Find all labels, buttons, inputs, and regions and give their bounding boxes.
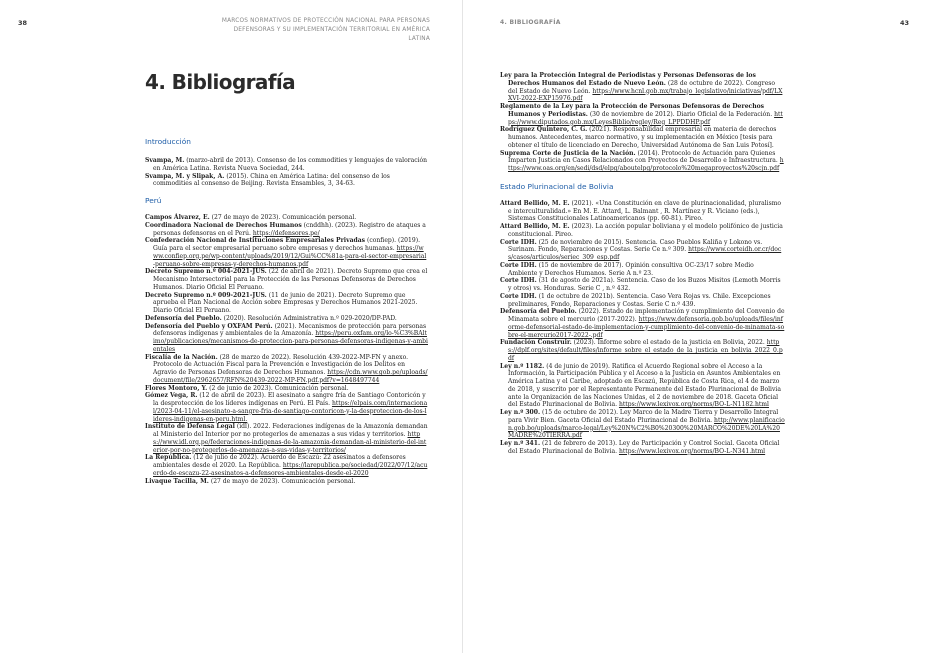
bib-entry: Corte IDH. (25 de noviembre de 2015). Sentencia. Caso Pueblos Kaliña y Lokono vs. Surinam. Fondo, Reparaciones y Costas. Serie Ce n.º 309. https://www.corteidh.or.cr/docs/casos/articulos/seriec_309_esp.pdf — [500, 238, 782, 261]
bib-entry: Instituto de Defensa Legal (idl). 2022. Federaciones indígenas de la Amazonía demandan al Ministerio del Interior por no protegerlos de amenazas a sus vidas y territorios. https://www.idl.org.pe/federaciones-indigenas-de-la-amazonia-demandan-al-ministerio-del-interior-por-no-protegerlos-de-amenazas-a-sus-vidas-y-territorios/ — [145, 423, 428, 454]
bib-link[interactable]: https://www.hcnl.gob.mx/trabajo_legislativo/iniciativas/pdf/LXXVI-2022-EXP15976.pdf — [508, 87, 783, 103]
bib-entry: Svampa, M. (marzo-abril de 2013). Consenso de los commodities y lenguajes de valoración en América Latina. Revista Nueva Sociedad, 244. — [145, 157, 428, 172]
bib-entry: Decreto Supremo n.º 004-2021-JUS. (22 de abril de 2021). Decreto Supremo que crea el Mecanismo Intersectorial para la Protección de las Personas Defensoras de Derechos Humanos. Diario Oficial El Peruano. — [145, 268, 428, 291]
page-number-right: 43 — [900, 19, 910, 27]
bib-link[interactable]: https://www.diputados.gob.mx/LeyesBiblio/regley/Reg_LPPDDHP.pdf — [508, 110, 783, 126]
page-title: 4. Bibliografía — [145, 70, 296, 94]
bib-entry: La República. (12 de julio de 2022). Acuerdo de Escazú: 22 asesinatos a defensores ambientales desde el 2020. La República. https://larepublica.pe/sociedad/2022/07/12/acuerdo-de-escazu-22-asesinatos-a-defensores-ambientales-desde-el-2020 — [145, 454, 428, 477]
bib-entry: Gómez Vega, R. (12 de abril de 2023). El asesinato a sangre fría de Santiago Contoricón y la desprotección de los líderes indígenas en Perú. El País. https://elpais.com/internacional/2023-04-11/el-asesinato-a-sangre-fria-de-santiago-contoricon-y-la-desproteccion-de-los-lideres-indigenas-en-peru.html. — [145, 392, 428, 423]
right-page — [463, 0, 926, 653]
bib-link[interactable]: https://cdn.www.gob.pe/uploads/document/file/2962657/RFN%20439-2022-MP-FN.pdf.pdf?v=1648497744 — [153, 369, 428, 384]
bib-link[interactable]: https://www.confiep.org.pe/wp-content/uploads/2019/12/Gui%CC%81a-para-el-sector-empresarial-peruano-sobre-empresas-y-derechos-humanos.pdf — [153, 245, 427, 268]
bib-entry: Defensoría del Pueblo. (2022). Estado de implementación y cumplimiento del Convenio de Minamata sobre el mercurio (2017-2022). https://www.defensoria.gob.bo/uploads/files/informe-defensorial-estado-de-implementacion-y-cumplimiento-del-convenio-de-minamata-sobre-el-mercurio2017-2022-.pdf — [500, 308, 785, 339]
bib-entry: Decreto Supremo n.º 009-2021-JUS. (11 de junio de 2021). Decreto Supremo que aprueba el Plan Nacional de Acción sobre Empresas y Derechos Humanos 2021-2025. Diario Oficial El Peruano. — [145, 291, 418, 314]
bib-entry: Fiscalía de la Nación. (28 de marzo de 2022). Resolución 439-2022-MP-FN y anexo. Protocolo de Actuación Fiscal para la Prevención e Investigación de los Delitos en Agravio de Personas Defensoras de Derechos Humanos. https://cdn.www.gob.pe/uploads/document/file/2962657/RFN%20439-2022-MP-FN.pdf.pdf?v=1648497744 — [145, 353, 428, 384]
running-title: MARCOS NORMATIVOS DE PROTECCIÓN NACIONAL PARA PERSONAS DEFENSORAS Y SU IMPLEMENTACIÓN TERRITORIAL EN AMÉRICA LATINA — [221, 18, 430, 42]
page-number-left: 38 — [18, 19, 28, 27]
bib-entry: Ley para la Protección Integral de Periodistas y Personas Defensoras de los Derechos Humanos del Estado de Nuevo León. (28 de octubre de 2022). Congreso del Estado de Nuevo León. https://www.hcnl.gob.mx/trabajo_legislativo/iniciativas/pdf/LXXVI-2022-EXP15976.pdf — [500, 72, 783, 103]
bib-entry: Ley n.º 341. (21 de febrero de 2013). Ley de Participación y Control Social. Gaceta Oficial del Estado Plurinacional de Bolivia. https://www.lexivox.org/norms/BO-L-N341.html — [500, 440, 780, 455]
bib-link[interactable]: https://www.lexivox.org/norms/BO-L-N1182.html — [618, 401, 769, 409]
bib-entry: Corte IDH. (15 de noviembre de 2017). Opinión consultiva OC-23/17 sobre Medio Ambiente y Derechos Humanos. Serie A n.º 23. — [500, 261, 754, 277]
bib-link[interactable]: https://www.corteidh.or.cr/docs/casos/articulos/seriec_309_esp.pdf — [508, 246, 782, 261]
bib-link[interactable]: https://dplf.org/sites/default/files/informe_sobre_el_estado_de_la_justicia_en_bolivia_2022_0.pdf — [508, 339, 783, 362]
bib-link[interactable]: https://larepublica.pe/sociedad/2022/07/12/acuerdo-de-escazu-22-asesinatos-a-defensores-ambientales-desde-el-2020 — [153, 462, 428, 477]
bib-entry: Ley n.º 1182. (4 de junio de 2019). Ratifica el Acuerdo Regional sobre el Acceso a la Información, la Participación Pública y el Acceso a la Justicia en Asuntos Ambientales en América Latina y el Caribe, adoptado en Escazú, República de Costa Rica, el 4 de marzo de 2018, y suscrito por el Representante Permanente del Estado Plurinacional de Bolivia ante la Organización de las Naciones Unidas, el 2 de noviembre de 2018. Gaceta Oficial del Estado Plurinacional de Bolivia. https://www.lexivox.org/norms/BO-L-N1182.html — [500, 362, 781, 409]
bib-entry: Reglamento de la Ley para la Protección de Personas Defensoras de Derechos Humanos y Periodistas. (30 de noviembre de 2012). Diario Oficial de la Federación. https://www.diputados.gob.mx/LeyesBiblio/regley/Reg_LPPDDHP.pdf — [500, 103, 783, 126]
bib-entry: Fundación Construir. (2023). Informe sobre el estado de la justicia en Bolivia, 2022. https://dplf.org/sites/default/files/informe_sobre_el_estado_de_la_justicia_en_bolivia_2022_0.pdf — [500, 339, 783, 362]
bib-link[interactable]: https://peru.oxfam.org/lo-%C3%BAltimo/publicaciones/mecanismos-de-proteccion-para-personas-defensoras-indigenas-y-ambientales — [153, 330, 428, 353]
bib-entry: Coordinadora Nacional de Derechos Humanos (cnddhh). (2023). Registro de ataques a personas defensoras en el Perú. https://defensores.pe/ — [145, 221, 426, 237]
bib-entry: Defensoría del Pueblo. (2020). Resolución Administrativa n.º 029-2020/DP-PAD. — [145, 314, 397, 322]
bib-link[interactable]: https://www.defensoria.gob.bo/uploads/files/informe-defensorial-estado-de-implementacion-y-cumplimiento-del-convenio-de-minamata-sobre-el-mercurio2017-2022-.pdf — [508, 316, 785, 339]
bib-entry: Corte IDH. (1 de octubre de 2021b). Sentencia. Caso Vera Rojas vs. Chile. Excepciones preliminares, Fondo, Reparaciones y Costas. Serie C n.º 439. — [500, 292, 771, 308]
bib-entry: Ley n.º 300. (15 de octubre de 2012). Ley Marco de la Madre Tierra y Desarrollo Integral para Vivir Bien. Gaceta Oficial del Estado Plurinacional de Bolivia. http://www.planificacion.gob.bo/uploads/marco-legal/Ley%20N%C2%B0%20300%20MARCO%20DE%20LA%20MADRE%20TIERRA.pdf — [500, 409, 785, 440]
section-heading-bolivia: Estado Plurinacional de Bolivia — [500, 181, 614, 191]
bib-entry: Confederación Nacional de Instituciones Empresariales Privadas (confiep). (2019). Guía para el sector empresarial peruano sobre empresas y derechos humanas. https://www.confiep.org.pe/wp-content/uploads/2019/12/Gui%CC%81a-para-el-sector-empresarial-peruano-sobre-empresas-y-derechos-humanos.pdf — [145, 237, 427, 268]
bib-link[interactable]: https://elpais.com/internacional/2023-04-11/el-asesinato-a-sangre-fria-de-santiago-contoricon-y-la-desproteccion-de-los-lideres-indigenas-en-peru.html. — [153, 400, 428, 423]
bib-entry: Flores Montoro, Y. (2 de junio de 2023). Comunicación personal. — [145, 384, 349, 392]
bib-entry: Defensoría del Pueblo y OXFAM Perú. (2021). Mecanismos de protección para personas defensoras indígenas y ambientales de la Amazonía. https://peru.oxfam.org/lo-%C3%BAltimo/publicaciones/mecanismos-de-proteccion-para-personas-defensoras-indigenas-y-ambientales — [145, 322, 428, 353]
right-column — [500, 72, 785, 456]
bib-entry: Suprema Corte de Justicia de la Nación. (2014). Protocolo de Actuación para Quienes Imparten Justicia en Casos Relacionados con Proyectos de Desarrollo e Infraestructura. https://www.oas.org/en/sedi/dsd/elpg/aboutelpg/protocolo%20megaproyectos%20scjn.pdf — [500, 149, 784, 172]
bib-link[interactable]: https://www.idl.org.pe/federaciones-indigenas-de-la-amazonia-demandan-al-ministerio-del-interior-por-no-protegerlos-de-amenazas-a-sus-vidas-y-territorios/ — [153, 431, 427, 454]
bib-entry: Corte IDH. (31 de agosto de 2021a). Sentencia. Caso de los Buzos Misitos (Lemoth Morris y otros) vs. Honduras. Serie C , n.º 432. — [500, 277, 781, 292]
bib-link[interactable]: https://www.oas.org/en/sedi/dsd/elpg/aboutelpg/protocolo%20megaproyectos%20scjn.pdf — [508, 157, 784, 172]
bib-entry: Attard Bellido, M. E. (2021). «Una Constitución en clave de plurinacionalidad, pluralismo e interculturalidad.» En M. E. Attard, L. Balmant , R. Martínez y R. Viciano (eds.), Sistemas Constitucionales Latinoamericanos (pp. 60-81). Pireo. — [500, 199, 782, 223]
bib-link[interactable]: https://www.lexivox.org/norms/BO-L-N341.html — [618, 447, 766, 455]
section-heading-peru: Perú — [145, 196, 162, 205]
bib-entry: Attard Bellido, M. E. (2023). La acción popular boliviana y el modelo polifónico de justicia constitucional. Pireo. — [500, 223, 783, 238]
bib-link[interactable]: http://www.planificacion.gob.bo/uploads/marco-legal/Ley%20N%C2%B0%20300%20MARCO%20DE%20LA%20MADRE%20TIERRA.pdf — [508, 416, 785, 440]
bib-entry: Campos Álvarez, E. (27 de mayo de 2023). Comunicación personal. — [145, 214, 357, 221]
bib-link[interactable]: https://defensores.pe/ — [252, 229, 320, 237]
left-column — [145, 137, 428, 485]
bib-entry: Rodríguez Quintero, C. G. (2021). Responsabilidad empresarial en materia de derechos humanos. Antecedentes, marco normativo, y su implementación en México [tesis para obtener el título de licenciado en Derecho, Universidad Autónoma de San Luis Potosí]. — [500, 126, 777, 149]
bib-entry: Livaque Tacilla, M. (27 de mayo de 2023). Comunicación personal. — [145, 477, 356, 485]
section-heading-intro: Introducción — [145, 137, 191, 146]
bib-entry: Svampa, M. y Slipak, A. (2015). China en América Latina: del consenso de los commodities al consenso de Beijing. Revista Ensambles, 3, 34-63. — [145, 172, 390, 188]
running-section: 4. BIBLIOGRAFÍA — [500, 19, 561, 26]
